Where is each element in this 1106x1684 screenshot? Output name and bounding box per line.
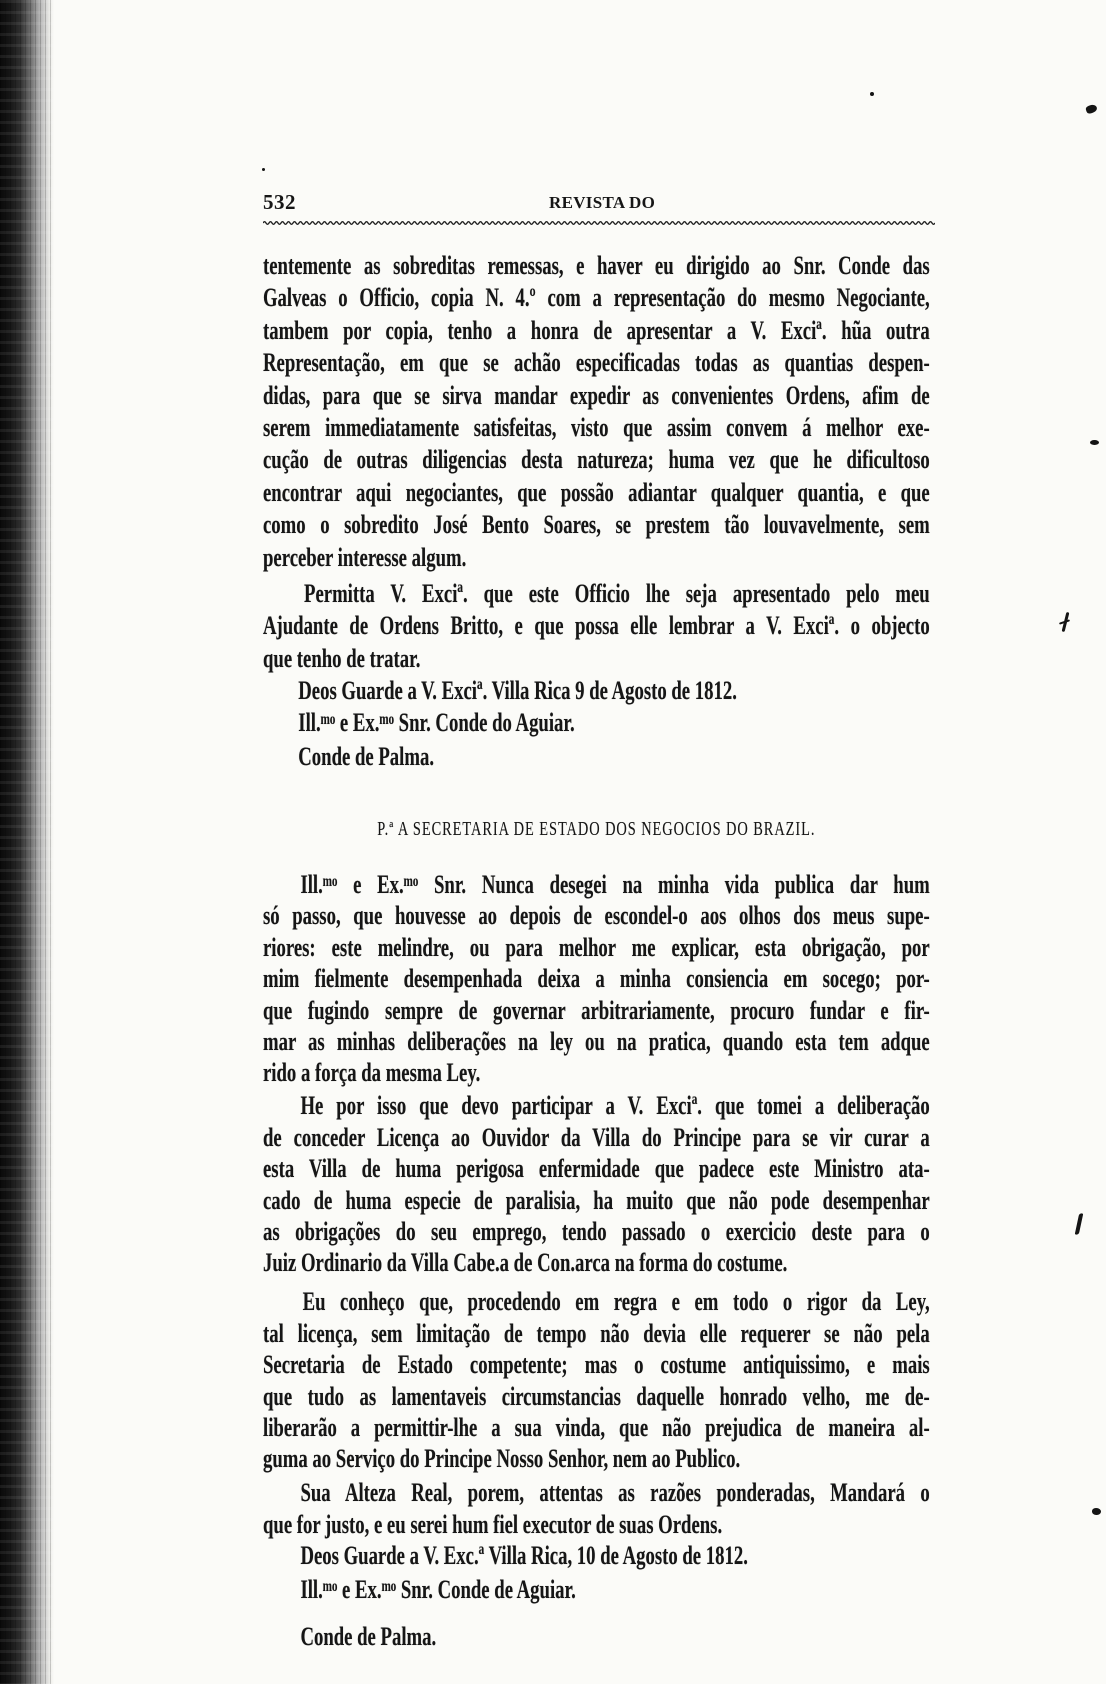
text-line: serem immediatamente satisfeitas, visto que assim convem á melhor exe- <box>263 413 930 443</box>
section-heading: P.ª A SECRETARIA DE ESTADO DOS NEGOCIOS DO BRAZIL. <box>377 817 816 840</box>
text-line: Permitta V. Exciª. que este Officio lhe seja apresentado pelo meu <box>304 578 930 608</box>
text-line: liberarão a permittir-lhe a sua vinda, que não prejudica de maneira al- <box>263 1413 930 1443</box>
salutation: Deos Guarde a V. Exciª. Villa Rica 9 de Agosto de 1812. <box>298 676 737 706</box>
text-line: tambem por copia, tenho a honra de apresentar a V. Exciª. hũa outra <box>263 315 930 345</box>
text-line: as obrigações do seu emprego, tendo passado o exercicio deste para o <box>263 1217 930 1247</box>
addressee: Ill.ᵐᵒ e Ex.ᵐᵒ Snr. Conde de Aguiar. <box>300 1575 576 1605</box>
text-line: perceber interesse algum. <box>263 542 467 572</box>
letter-1-paragraph-1 <box>263 250 930 574</box>
ink-speck <box>1090 440 1099 445</box>
salutation: Deos Guarde a V. Exc.ª Villa Rica, 10 de Agosto de 1812. <box>300 1541 748 1571</box>
ink-speck <box>262 168 265 171</box>
letter-2-paragraph-3 <box>263 1286 930 1474</box>
text-line: Ill.ᵐᵒ e Ex.ᵐᵒ Snr. Nunca desegei na minha vida publica dar hum <box>300 869 930 899</box>
page-text <box>263 250 930 1653</box>
text-line: Eu conheço que, procedendo em regra e em todo o rigor da Ley, <box>302 1287 930 1317</box>
text-line: esta Villa de huma perigosa enfermidade que padece este Ministro ata- <box>263 1154 930 1184</box>
text-line: cução de outras diligencias desta natureza; huma vez que he dificultoso <box>263 445 930 475</box>
header-rule <box>263 219 935 227</box>
text-line: cado de huma especie de paralisia, ha muito que não pode desempenhar <box>263 1185 930 1215</box>
ink-speck <box>1085 103 1098 114</box>
page-number: 532 <box>263 190 296 214</box>
pen-mark <box>1075 1213 1083 1235</box>
text-line: de conceder Licença ao Ouvidor da Villa do Principe para se vir curar a <box>263 1122 930 1152</box>
text-line: Representação, em que se achão especificadas todas as quantias despen- <box>263 348 930 378</box>
text-line: encontrar aqui negociantes, que possão adiantar qualquer quantia, e que <box>263 477 930 507</box>
letter-2-paragraph-2 <box>263 1090 930 1278</box>
text-line: Sua Alteza Real, porem, attentas as razões ponderadas, Mandará o <box>300 1478 930 1508</box>
text-line: rido a força da mesma Ley. <box>263 1058 481 1088</box>
letter-2-closing <box>263 1540 930 1652</box>
text-line: didas, para que se sirva mandar expedir as convenientes Ordens, afim de <box>263 380 930 410</box>
running-head: REVISTA DO <box>549 193 656 212</box>
text-line: riores: este melindre, ou para melhor me explicar, esta obrigação, por <box>263 932 930 962</box>
text-line: Ajudante de Ordens Britto, e que possa elle lembrar a V. Exciª. o objecto <box>263 611 930 641</box>
text-line: que fugindo sempre de governar arbitrariamente, procuro fundar e fir- <box>263 995 930 1025</box>
text-line: He por isso que devo participar a V. Exciª. que tomei a deliberação <box>300 1091 930 1121</box>
letter-1-paragraph-2 <box>263 578 930 675</box>
ink-speck <box>870 92 874 96</box>
letter-1-closing <box>263 675 930 774</box>
text-line: guma ao Serviço do Principe Nosso Senhor, nem ao Publico. <box>263 1444 741 1474</box>
letter-2-paragraph-1 <box>263 869 930 1089</box>
ink-speck <box>1092 1508 1101 1515</box>
text-line: que for justo, e eu serei hum fiel executor de suas Ordens. <box>263 1509 723 1539</box>
text-line: Galveas o Officio, copia N. 4.º com a representação do mesmo Negociante, <box>263 283 930 313</box>
text-line: Secretaria de Estado competente; mas o costume antiquissimo, e mais <box>263 1350 930 1380</box>
book-binding-edge <box>0 0 54 1684</box>
text-line: que tenho de tratar. <box>263 643 421 673</box>
text-line: mim fielmente desempenhada deixa a minha consiencia em socego; por- <box>263 964 930 994</box>
text-line: tentemente as sobreditas remessas, e haver eu dirigido ao Snr. Conde das <box>263 251 930 280</box>
text-line: tal licença, sem limitação de tempo não devia elle requerer se não pela <box>263 1318 930 1348</box>
text-line: que tudo as lamentaveis circumstancias daquelle honrado velho, me de- <box>263 1381 930 1411</box>
text-line: só passo, que houvesse ao depois de escondel-o aos olhos dos meus supe- <box>263 901 930 931</box>
text-line: como o sobredito José Bento Soares, se prestem tão louvavelmente, sem <box>263 510 930 540</box>
signature: Conde de Palma. <box>298 742 434 772</box>
text-line: Juiz Ordinario da Villa Cabe.a de Con.arca na forma do costume. <box>263 1248 788 1278</box>
addressee: Ill.ᵐᵒ e Ex.ᵐᵒ Snr. Conde do Aguiar. <box>298 708 575 738</box>
letter-2-paragraph-4 <box>263 1477 930 1540</box>
signature: Conde de Palma. <box>300 1622 437 1652</box>
text-line: mar as minhas deliberações na ley ou na pratica, quando esta tem adque <box>263 1026 930 1056</box>
